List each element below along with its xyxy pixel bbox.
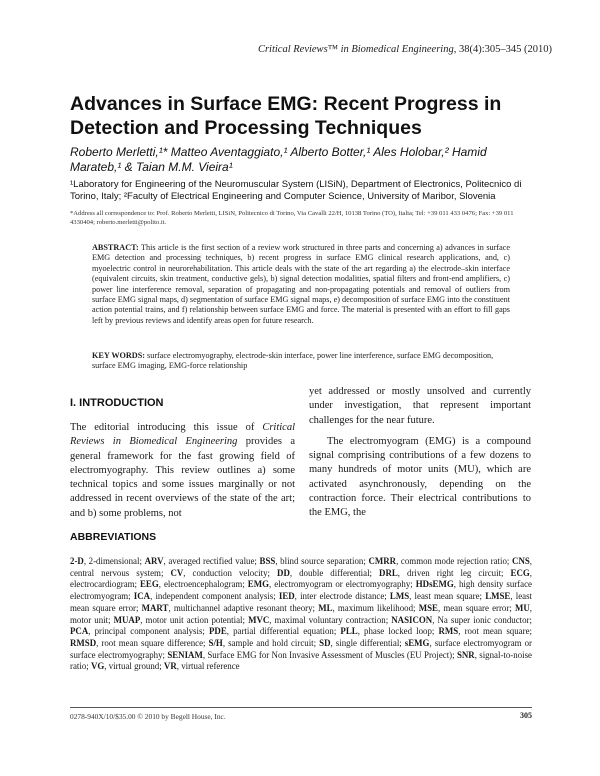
- abbreviation-definition: , sample and hold circuit;: [222, 637, 320, 648]
- abbreviation-entry: [134, 591, 279, 601]
- abbreviation-term: EMG: [247, 579, 269, 590]
- author-list: Roberto Merletti,¹* Matteo Aventaggiato,¹ Alberto Botter,¹ Ales Holobar,² Hamid Marateb,¹ & Taian M.M. Vieira¹: [70, 145, 487, 174]
- abbreviation-definition: , phase locked loop;: [357, 626, 439, 637]
- journal-name-italic: Critical Reviews in Biomedical Engineering: [70, 422, 295, 448]
- section-heading-abbreviations: ABBREVIATIONS: [70, 531, 157, 543]
- abbreviation-entry: [170, 568, 277, 578]
- abbreviation-definition: , least mean square error;: [70, 591, 533, 613]
- footer-copyright: 0278-940X/10/$35.00 © 2010 by Begell House, Inc.: [70, 712, 226, 721]
- abstract-label: ABSTRACT:: [92, 243, 139, 252]
- abbreviation-definition: , common mode rejection ratio;: [396, 556, 513, 566]
- abbreviation-definition: , conduction velocity;: [183, 567, 278, 578]
- abbreviation-term: S/H: [208, 637, 223, 648]
- abbreviation-list: [70, 556, 532, 673]
- abbreviation-term: CMRR: [368, 556, 397, 566]
- intro-paragraph-continued: yet addressed or mostly unsolved and currently under investigation, that represent important challenges for the near future.: [309, 386, 531, 426]
- abbreviation-entry: [419, 603, 515, 613]
- abbreviation-entry: [248, 615, 391, 625]
- abbreviation-definition: , least mean square;: [409, 591, 486, 602]
- abbreviation-definition: , partial differential equation;: [226, 626, 341, 637]
- abbreviation-entry: [260, 556, 369, 566]
- abbreviation-term: RMSD: [70, 637, 97, 648]
- abbreviation-term: SNR: [456, 649, 475, 660]
- abbreviation-entry: [368, 556, 512, 566]
- intro-paragraph: The editorial introducing this issue of Critical Reviews in Biomedical Engineering provides a general framework for the fast growing field of electromyography. This review outlines a) some technical topics and some issues marginally or not addressed in recent overviews of the state of the art; and b) some problems, not: [70, 422, 295, 519]
- abbreviation-entry: [70, 626, 209, 636]
- abbreviation-entry: [70, 638, 209, 648]
- abstract: [92, 243, 510, 326]
- abbreviation-entry: [391, 615, 532, 625]
- abbreviation-term: DRL: [379, 567, 398, 578]
- abbreviation-entry: [91, 661, 164, 671]
- abbreviation-entry: [439, 626, 532, 636]
- abbreviation-term: EEG: [140, 579, 159, 590]
- keywords-label: KEY WORDS:: [92, 351, 145, 360]
- abbreviation-term: SENIAM: [167, 649, 203, 660]
- abbreviation-term: PLL: [340, 626, 358, 637]
- abbreviation-term: LMS: [389, 591, 410, 602]
- abbreviation-definition: , Surface EMG for Non Invasive Assessment of Muscles (EU Project);: [202, 649, 457, 660]
- abbreviation-term: ECG: [510, 567, 530, 578]
- section-heading-introduction: I. INTRODUCTION: [70, 397, 164, 409]
- abbreviation-definition: , blind source separation;: [275, 556, 369, 566]
- abbreviation-term: MSE: [418, 602, 438, 613]
- abbreviation-definition: , central nervous system;: [70, 556, 533, 578]
- journal-name: Critical Reviews™ in Biomedical Engineering: [257, 44, 454, 55]
- abbreviation-entry: [248, 579, 416, 589]
- correspondence-note: *Address all correspondence to: Prof. Roberto Merletti, LISiN, Politecnico di Torino, Via Cavalli 22/H, 10138 Torino (TO), Italia; Tel: +39 011 433 0476; Fax: +39 011 4330404; roberto.merletti@polito.it.: [70, 210, 514, 226]
- abbreviation-definition: , surface electromyogram or surface electromyography;: [70, 637, 532, 660]
- abbreviation-entry: [279, 591, 390, 601]
- abbreviation-entry: [277, 568, 379, 578]
- abbreviation-term: VG: [90, 661, 105, 672]
- abbreviation-definition: , virtual ground;: [104, 661, 164, 672]
- intro-paragraph-emg: The electromyogram (EMG) is a compound signal comprising contributions of a few dozens to many hundreds of motor units (MU), which are activated asynchronously, depending on the contraction force. Their electrical contributions to the EMG, the: [309, 435, 531, 519]
- abbreviation-term: PDE: [209, 626, 227, 637]
- abbreviation-entry: [209, 626, 340, 636]
- abbreviation-term: ARV: [144, 556, 164, 566]
- abbreviation-term: RMS: [438, 626, 459, 637]
- abbreviation-term: LMSE: [485, 591, 511, 602]
- footer-rule: [70, 707, 532, 708]
- abbreviation-term: MVC: [248, 614, 270, 625]
- abbreviation-term: ML: [318, 602, 333, 613]
- abbreviation-definition: , root mean square;: [458, 626, 532, 637]
- abbreviation-definition: , inter electrode distance;: [294, 591, 390, 602]
- abbreviation-term: SD: [319, 637, 331, 648]
- abbreviation-term: VR: [163, 661, 177, 672]
- abbreviation-entry: [390, 591, 485, 601]
- abbreviation-term: MART: [141, 602, 169, 613]
- abbreviation-entry: [318, 603, 419, 613]
- keywords: [92, 351, 510, 372]
- intro-left-column: [70, 421, 295, 521]
- abbreviation-term: IED: [278, 591, 295, 602]
- abbreviation-entry: [114, 615, 248, 625]
- abbreviation-definition: , maximum likelihood;: [332, 602, 419, 613]
- abbreviation-entry: [209, 638, 320, 648]
- abbreviation-definition: , driven right leg circuit;: [397, 567, 511, 578]
- abbreviation-definition: , independent component analysis;: [150, 591, 279, 602]
- affiliations: ¹Laboratory for Engineering of the Neuromuscular System (LISiN), Department of Electronics, Politecnico di Torino, Italy; ²Faculty of Electrical Engineering and Computer Science, University of Maribor, Slovenia: [70, 179, 522, 202]
- page-number: 305: [520, 711, 532, 720]
- abbreviation-definition: , maximal voluntary contraction;: [269, 614, 392, 625]
- abbreviation-definition: , electrocardiogram;: [70, 567, 532, 590]
- paper-title: Advances in Surface EMG: Recent Progress in Detection and Processing Techniques: [70, 93, 502, 139]
- keywords-text: surface electromyography, electrode-skin interface, power line interference, surface EMG decomposition, surface EMG imaging, EMG-force relationship: [92, 351, 494, 371]
- abbreviation-definition: , multichannel adaptive resonant theory;: [168, 602, 319, 613]
- abbreviation-entry: [142, 603, 319, 613]
- abbreviation-definition: , double differential;: [289, 567, 380, 578]
- abbreviation-definition: , electroencephalogram;: [158, 579, 248, 590]
- abbreviation-definition: , root mean square difference;: [96, 637, 209, 648]
- abbreviation-term: MU: [514, 602, 530, 613]
- abbreviation-definition: , motor unit;: [70, 602, 532, 625]
- abbreviation-entry: [145, 556, 260, 566]
- abbreviation-definition: , mean square error;: [437, 602, 515, 613]
- abbreviation-term: ICA: [133, 591, 151, 602]
- abbreviation-term: PCA: [70, 626, 89, 637]
- abbreviation-term: DD: [277, 567, 290, 578]
- abbreviation-definition: , electromyogram or electromyography;: [269, 579, 416, 590]
- abbreviation-term: NASICON: [391, 614, 433, 625]
- journal-citation: [258, 44, 552, 55]
- abbreviation-entry: [70, 556, 145, 566]
- journal-volume: , 38(4):305–345 (2010): [453, 44, 552, 55]
- abbreviation-term: MUAP: [113, 614, 141, 625]
- abbreviation-definition: , motor unit action potential;: [140, 614, 249, 625]
- abbreviation-term: sEMG: [404, 637, 430, 648]
- abbreviation-term: HDsEMG: [415, 579, 454, 590]
- abbreviation-term: BSS: [259, 556, 276, 566]
- abbreviation-definition: , averaged rectified value;: [163, 556, 260, 566]
- abbreviation-definition: , signal-to-noise ratio;: [70, 649, 532, 672]
- abbreviation-definition: , principal component analysis;: [88, 626, 209, 637]
- abbreviation-entry: [167, 650, 457, 660]
- abbreviation-term: CV: [170, 567, 184, 578]
- abbreviation-definition: , single differential;: [330, 637, 405, 648]
- abbreviation-definition: , virtual reference: [176, 661, 240, 672]
- abbreviation-term: CNS: [512, 556, 530, 566]
- abbreviation-definition: , 2-dimensional;: [83, 556, 145, 566]
- abbreviation-entry: [340, 626, 438, 636]
- abbreviation-term: 2-D: [70, 556, 84, 566]
- abstract-text: This article is the first section of a review work structured in three parts and concerning a) advances in surface EMG detection and processing techniques, b) recent progress in surface EMG clinical research applications, and, c) myoelectric control in neurorehabilitation. This article deals with the state of the art regarding a) the electrode–skin interface (equivalent circuits, skin treatment, conductive gels), b) signal detection modalities, spatial filters and front-end amplifiers, c) power line interference removal, separation of propagating and non-propagating potentials and removal of outliers from surface EMG signal maps, d) segmentation of surface EMG signal maps, e) decomposition of surface EMG into the constituent action potential trains, and f) relationship between surface EMG and force. The material is presented with an effort to fill gaps left by previous reviews and identify areas open for future research.: [92, 243, 510, 325]
- abbreviation-definition: , high density surface electromyogram;: [70, 579, 532, 602]
- abbreviation-entry: [319, 638, 405, 648]
- intro-right-column: [309, 385, 531, 521]
- abbreviation-entry: [379, 568, 511, 578]
- abbreviation-entry: [164, 661, 240, 671]
- abbreviation-definition: , Na super ionic conductor;: [432, 614, 532, 625]
- abbreviation-entry: [140, 579, 248, 589]
